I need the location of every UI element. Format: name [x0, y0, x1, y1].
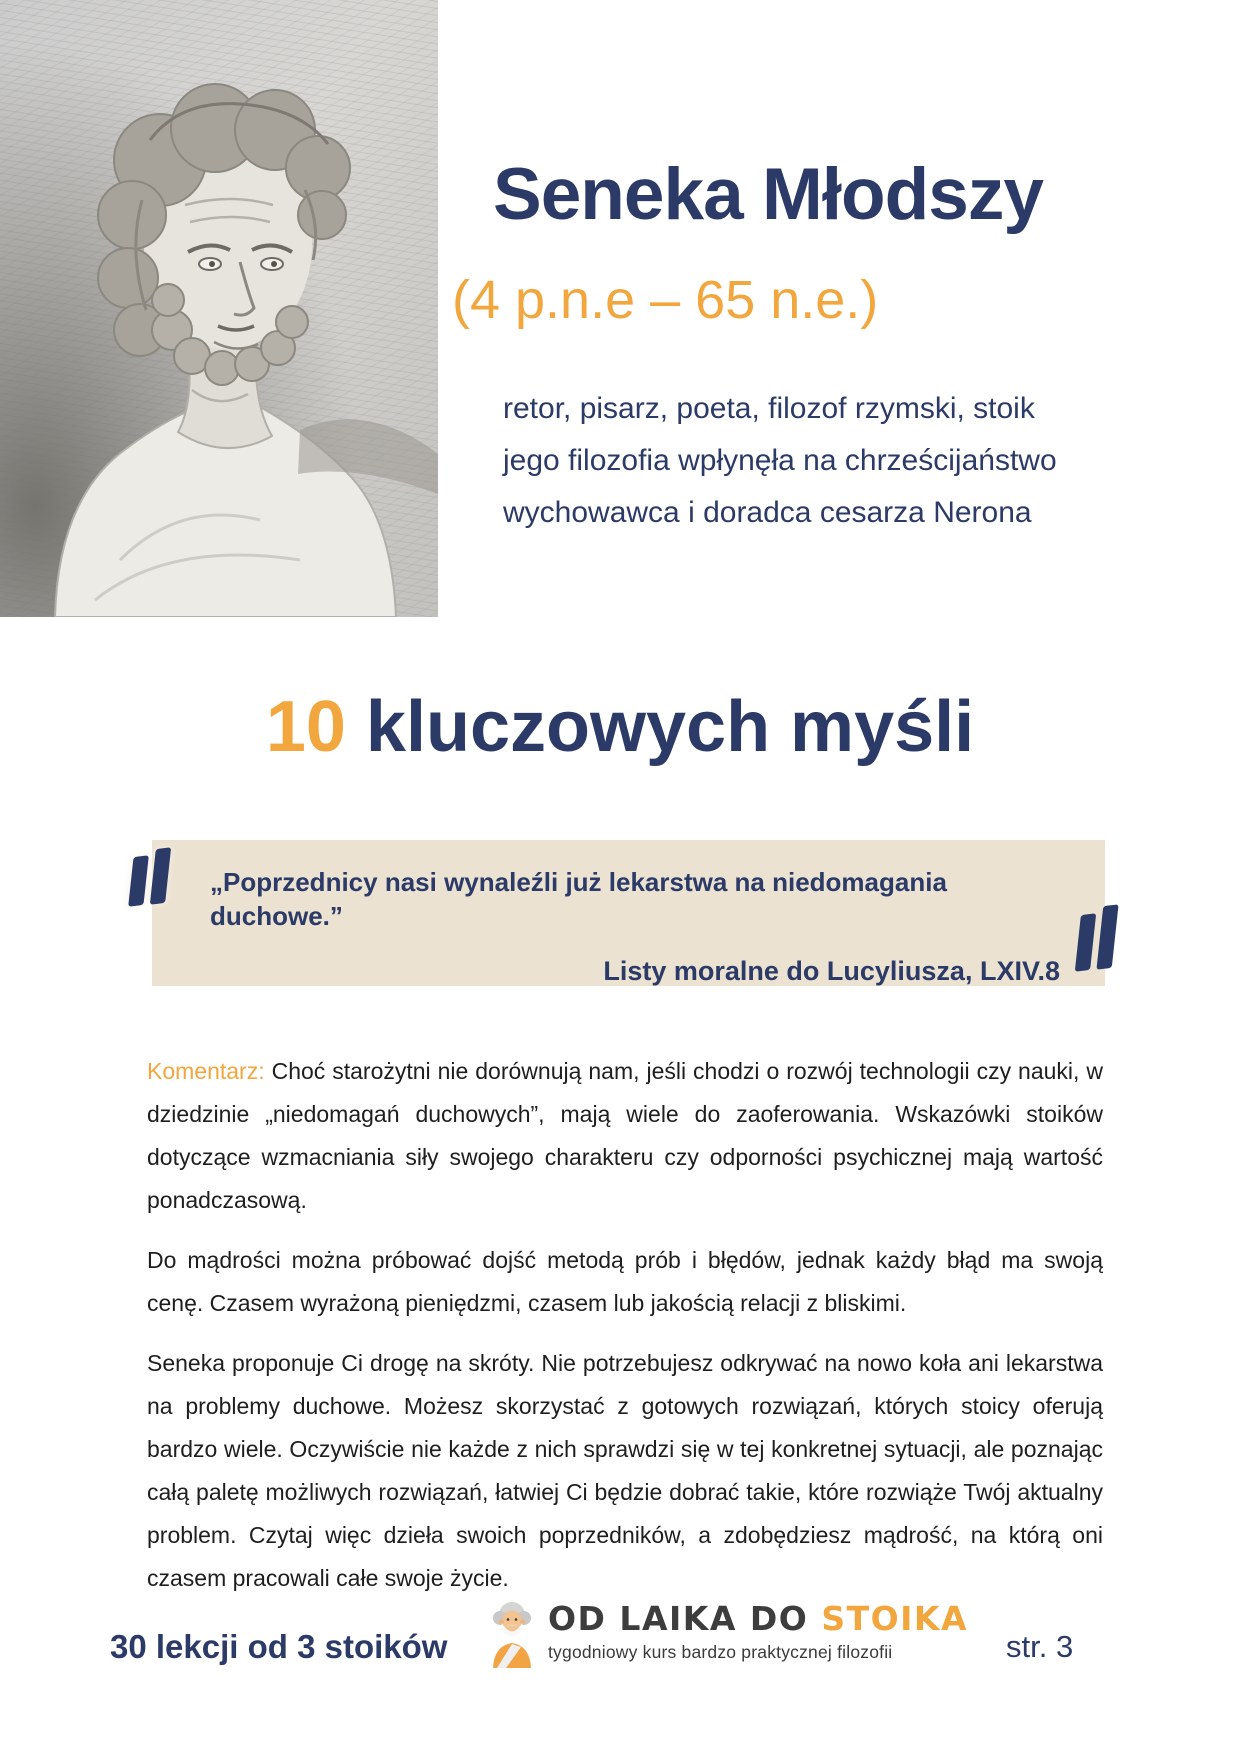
page-title: Seneka Młodszy: [493, 154, 1043, 235]
page-number: str. 3: [1006, 1629, 1074, 1664]
quote-text: „Poprzednicy nasi wynaleźli już lekarstwa na niedomagania duchowe.”: [210, 867, 947, 931]
quote-box: [152, 840, 1105, 986]
commentary-paragraph: Do mądrości można próbować dojść metodą prób i błędów, jednak każdy błąd ma swoją cenę. Czasem wyrażoną pieniędzmi, czasem lub jakością relacji z bliskimi.: [147, 1247, 1103, 1316]
commentary-paragraph-text: Choć starożytni nie dorównują nam, jeśli chodzi o rozwój technologii czy nauki, w dziedzinie „niedomagań duchowych”, mają wiele do zaoferowania. Wskazówki stoików dotyczące wzmacniania siły swojego charakteru czy odporności psychicznej mają wartość ponadczasową.: [147, 1058, 1103, 1213]
section-heading-text: kluczowych myśli: [345, 687, 975, 767]
section-heading-number: 10: [265, 687, 346, 767]
open-quote-icon: [131, 848, 168, 906]
description-line: retor, pisarz, poeta, filozof rzymski, stoik: [503, 392, 1035, 425]
person-description: [503, 383, 1173, 539]
header-block: [452, 154, 1173, 539]
logo-wordmark-orange: STOIKA: [821, 1599, 969, 1638]
close-quote-icon: [1078, 905, 1115, 971]
quote-attribution: Listy moralne do Lucyliusza, LXIV.8: [603, 955, 1060, 986]
seneca-portrait-engraving: [0, 0, 438, 617]
stoic-mascot-icon: [486, 1600, 538, 1668]
course-logo: [486, 1600, 968, 1668]
commentary-paragraph: Seneka proponuje Ci drogę na skróty. Nie potrzebujesz odkrywać na nowo koła ani lekarstwa na problemy duchowe. Możesz skorzystać z gotowych rozwiązań, których stoicy oferują bardzo wiele. Oczywiście nie każde z nich sprawdzi się w tej konkretnej sytuacji, ale poznając całą paletę możliwych rozwiązań, łatwiej Ci będzie dobrać takie, które rozwiąże Twój aktualny problem. Czytaj więc dzieła swoich poprzedników, a zdobędziesz mądrość, na którą oni czasem pracowali całe swoje życie.: [147, 1350, 1103, 1591]
logo-wordmark: [548, 1600, 968, 1638]
footer-course-label: 30 lekcji od 3 stoików: [110, 1628, 448, 1665]
description-line: jego filozofia wpłynęła na chrześcijaństwo: [503, 444, 1057, 477]
section-heading: [0, 688, 1240, 767]
description-line: wychowawca i doradca cesarza Nerona: [503, 496, 1032, 529]
commentary-section: [147, 1050, 1103, 1617]
commentary-label: Komentarz:: [147, 1058, 265, 1084]
logo-wordmark-dark: OD LAIKA DO: [548, 1599, 822, 1638]
life-dates: (4 p.n.e – 65 n.e.): [452, 270, 879, 330]
commentary-paragraph: [147, 1050, 1103, 1222]
logo-tagline: tygodniowy kurs bardzo praktycznej filozofii: [548, 1641, 893, 1662]
